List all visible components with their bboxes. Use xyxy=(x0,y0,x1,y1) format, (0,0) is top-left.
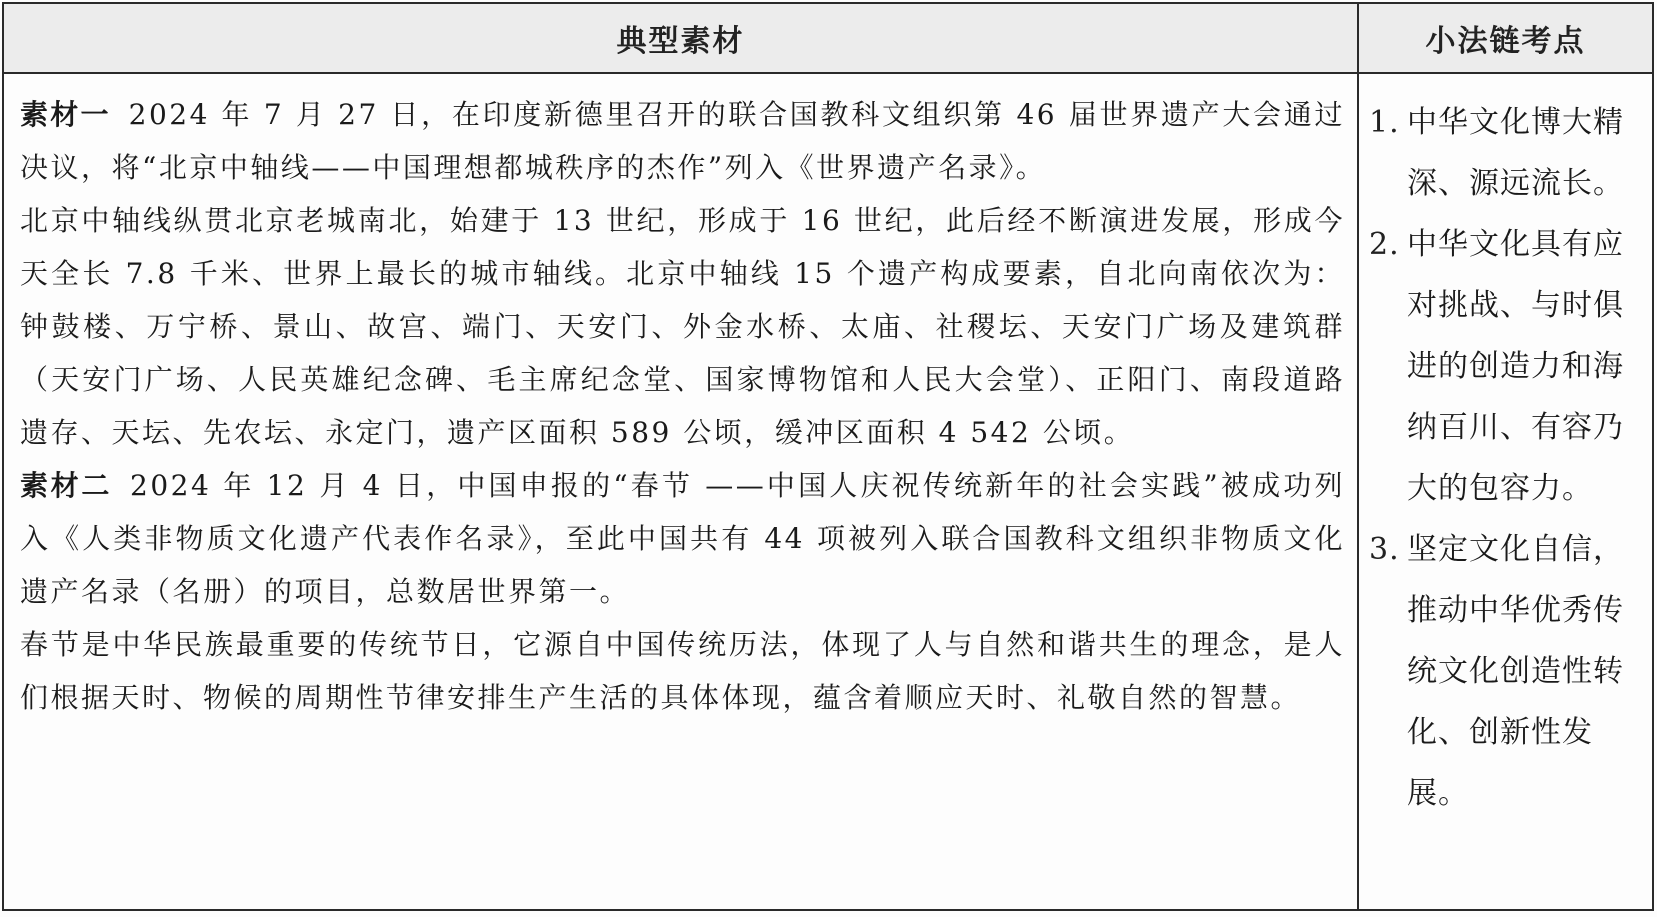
material-one-text-1: 2024 年 7 月 27 日，在印度新德里召开的联合国教科文组织第 46 届世界遗产大会通过决议，将“北京中轴线——中国理想都城秩序的杰作”列入《世界遗产名录》。 xyxy=(20,98,1345,184)
materials-cell xyxy=(3,73,1358,910)
material-one-paragraph-1 xyxy=(20,88,1345,194)
table-body-row xyxy=(3,73,1653,910)
exam-point-text: 坚定文化自信，推动中华优秀传统文化创造性转化、创新性发展。 xyxy=(1407,532,1624,811)
material-two-text-1: 2024 年 12 月 4 日，中国申报的“春节 ——中国人庆祝传统新年的社会实践”被成功列入《人类非物质文化遗产代表作名录》，至此中国共有 44 项被列入联合国教科文组织非物质文化遗产名录（名册）的项目，总数居世界第一。 xyxy=(20,469,1345,608)
material-two xyxy=(20,459,1345,724)
exam-point-number: 2. xyxy=(1369,227,1400,262)
header-exam-points: 小法链考点 xyxy=(1358,3,1653,73)
materials-table xyxy=(2,2,1654,911)
exam-point-text: 中华文化博大精深、源远流长。 xyxy=(1407,105,1624,201)
material-one xyxy=(20,88,1345,459)
exam-point-item xyxy=(1369,92,1646,214)
exam-points-cell xyxy=(1358,73,1653,910)
material-one-paragraph-2: 北京中轴线纵贯北京老城南北，始建于 13 世纪，形成于 16 世纪，此后经不断演进发展，形成今天全长 7.8 千米、世界上最长的城市轴线。北京中轴线 15 个遗产构成要素，自北向南依次为：钟鼓楼、万宁桥、景山、故宫、端门、天安门、外金水桥、太庙、社稷坛、天安门广场及建筑群（天安门广场、人民英雄纪念碑、毛主席纪念堂、国家博物馆和人民大会堂）、正阳门、南段道路遗存、天坛、先农坛、永定门，遗产区面积 589 公顷，缓冲区面积 4 542 公顷。 xyxy=(20,204,1345,449)
exam-point-number: 1. xyxy=(1369,105,1400,140)
material-two-paragraph-1 xyxy=(20,459,1345,618)
header-typical-materials: 典型素材 xyxy=(3,3,1358,73)
exam-point-number: 3. xyxy=(1369,532,1400,567)
exam-points-list xyxy=(1369,92,1646,824)
material-one-label: 素材一 xyxy=(20,98,111,131)
material-two-label: 素材二 xyxy=(20,469,113,502)
exam-point-item xyxy=(1369,519,1646,824)
table-header-row xyxy=(3,3,1653,73)
exam-point-item xyxy=(1369,214,1646,519)
material-two-paragraph-2: 春节是中华民族最重要的传统节日，它源自中国传统历法，体现了人与自然和谐共生的理念，是人们根据天时、物候的周期性节律安排生产生活的具体体现，蕴含着顺应天时、礼敬自然的智慧。 xyxy=(20,628,1345,714)
exam-point-text: 中华文化具有应对挑战、与时俱进的创造力和海纳百川、有容乃大的包容力。 xyxy=(1407,227,1624,506)
